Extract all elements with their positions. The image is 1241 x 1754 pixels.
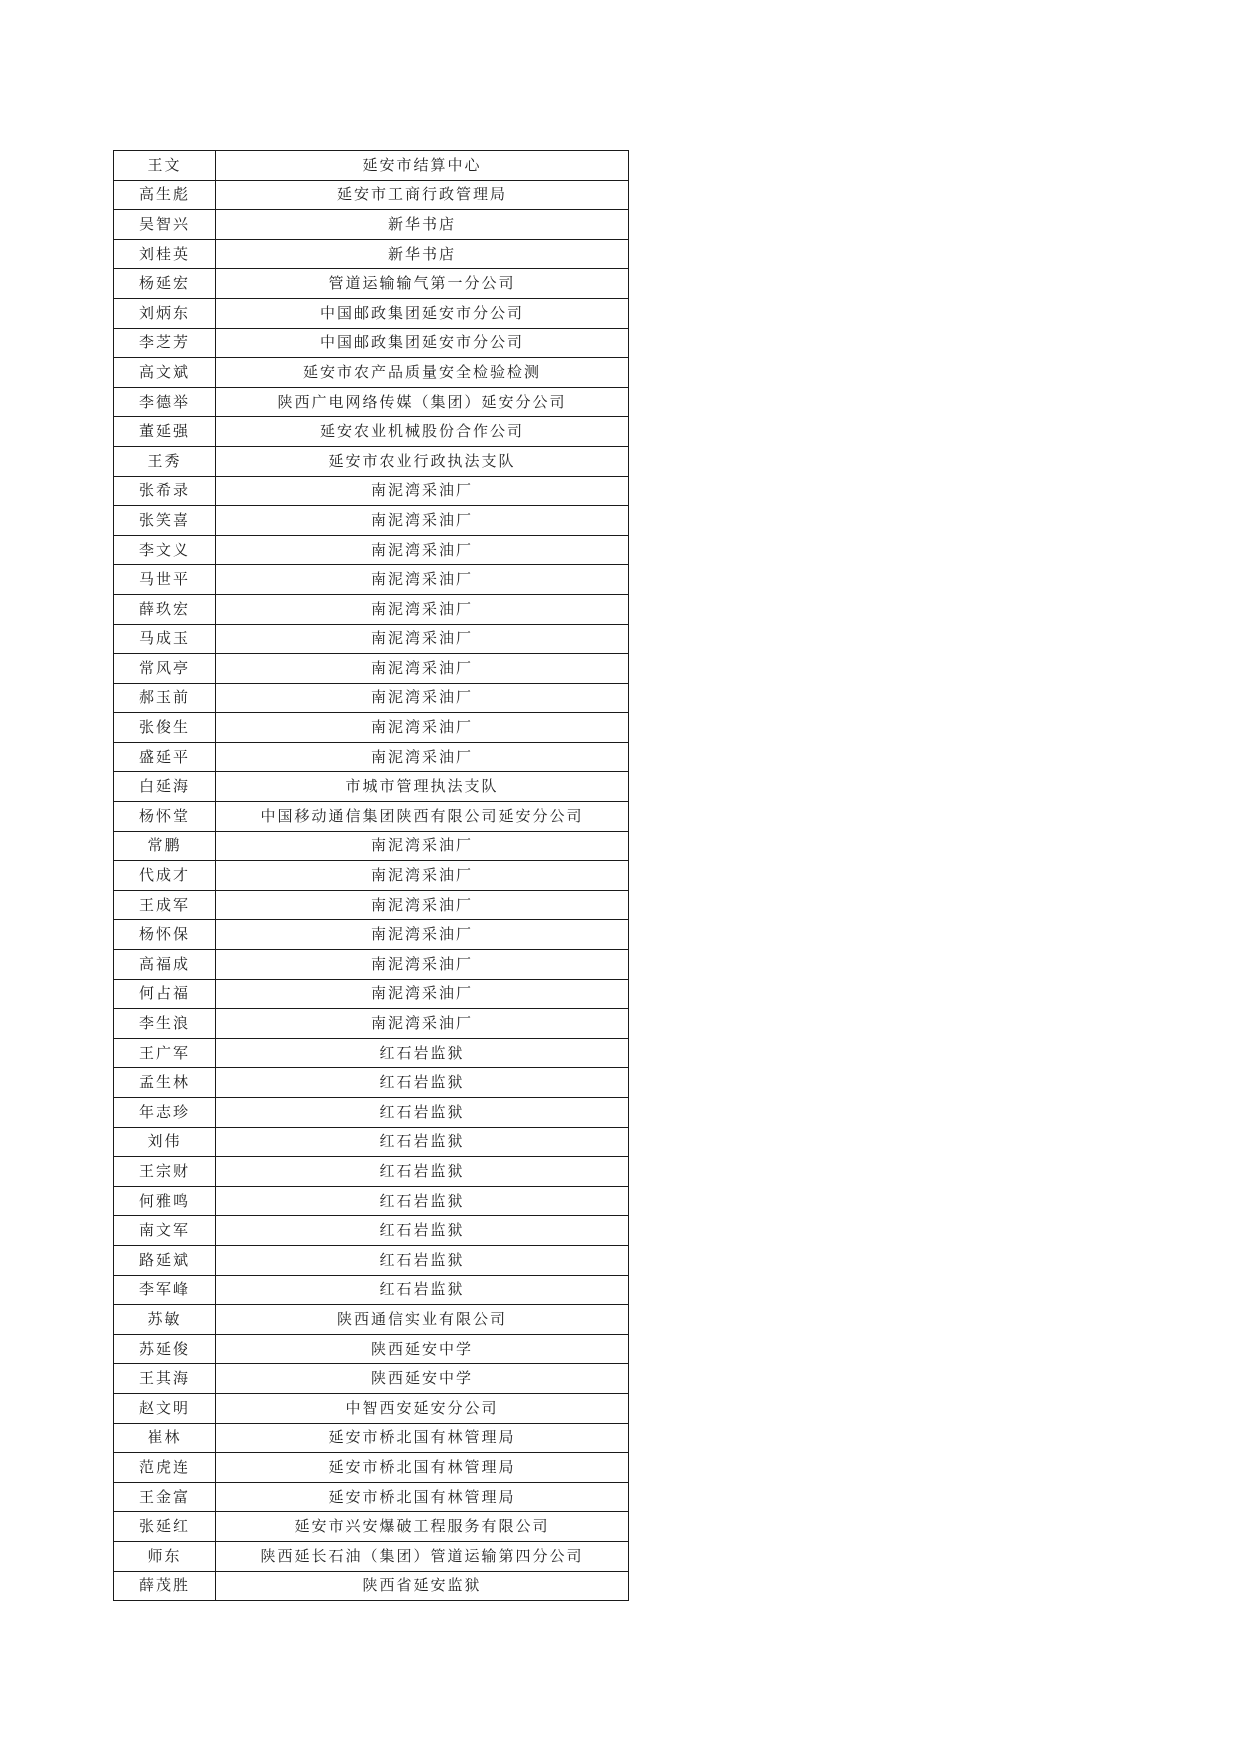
table-row <box>114 1364 629 1394</box>
name-cell: 王秀 <box>114 446 216 476</box>
unit-cell: 南泥湾采油厂 <box>216 831 629 861</box>
unit-cell: 南泥湾采油厂 <box>216 594 629 624</box>
name-cell: 苏延俊 <box>114 1334 216 1364</box>
unit-cell: 陕西延长石油（集团）管道运输第四分公司 <box>216 1541 629 1571</box>
name-cell: 何占福 <box>114 979 216 1009</box>
table-row <box>114 594 629 624</box>
unit-cell: 红石岩监狱 <box>216 1098 629 1128</box>
unit-cell: 延安市兴安爆破工程服务有限公司 <box>216 1512 629 1542</box>
table-row <box>114 624 629 654</box>
unit-cell: 中国邮政集团延安市分公司 <box>216 298 629 328</box>
table-row <box>114 1245 629 1275</box>
name-cell: 刘桂英 <box>114 239 216 269</box>
name-cell: 李芝芳 <box>114 328 216 358</box>
unit-cell: 南泥湾采油厂 <box>216 920 629 950</box>
unit-cell: 延安市农业行政执法支队 <box>216 446 629 476</box>
table-row <box>114 1157 629 1187</box>
unit-cell: 红石岩监狱 <box>216 1127 629 1157</box>
name-cell: 刘伟 <box>114 1127 216 1157</box>
unit-cell: 新华书店 <box>216 239 629 269</box>
name-cell: 杨怀堂 <box>114 802 216 832</box>
table-row <box>114 1275 629 1305</box>
unit-cell: 陕西延安中学 <box>216 1334 629 1364</box>
table-body <box>114 151 629 1601</box>
name-cell: 马成玉 <box>114 624 216 654</box>
unit-cell: 红石岩监狱 <box>216 1157 629 1187</box>
unit-cell: 南泥湾采油厂 <box>216 654 629 684</box>
unit-cell: 延安市工商行政管理局 <box>216 180 629 210</box>
unit-cell: 新华书店 <box>216 210 629 240</box>
unit-cell: 中国移动通信集团陕西有限公司延安分公司 <box>216 802 629 832</box>
unit-cell: 管道运输输气第一分公司 <box>216 269 629 299</box>
table-row <box>114 1541 629 1571</box>
unit-cell: 延安市桥北国有林管理局 <box>216 1423 629 1453</box>
unit-cell: 陕西延安中学 <box>216 1364 629 1394</box>
table-row <box>114 210 629 240</box>
table-row <box>114 950 629 980</box>
unit-cell: 南泥湾采油厂 <box>216 950 629 980</box>
table-row <box>114 1393 629 1423</box>
name-cell: 张俊生 <box>114 713 216 743</box>
name-cell: 高生彪 <box>114 180 216 210</box>
table-row <box>114 1305 629 1335</box>
unit-cell: 南泥湾采油厂 <box>216 979 629 1009</box>
table-row <box>114 1423 629 1453</box>
personnel-table <box>113 150 629 1601</box>
name-cell: 王广军 <box>114 1038 216 1068</box>
name-cell: 赵文明 <box>114 1393 216 1423</box>
unit-cell: 红石岩监狱 <box>216 1245 629 1275</box>
table-row <box>114 1512 629 1542</box>
table-row <box>114 742 629 772</box>
table-row <box>114 298 629 328</box>
table-row <box>114 151 629 181</box>
unit-cell: 南泥湾采油厂 <box>216 565 629 595</box>
unit-cell: 南泥湾采油厂 <box>216 1009 629 1039</box>
unit-cell: 红石岩监狱 <box>216 1068 629 1098</box>
unit-cell: 南泥湾采油厂 <box>216 861 629 891</box>
unit-cell: 延安市桥北国有林管理局 <box>216 1482 629 1512</box>
name-cell: 王金富 <box>114 1482 216 1512</box>
name-cell: 高文斌 <box>114 358 216 388</box>
name-cell: 苏敏 <box>114 1305 216 1335</box>
name-cell: 董延强 <box>114 417 216 447</box>
name-cell: 王其海 <box>114 1364 216 1394</box>
table-row <box>114 476 629 506</box>
table-row <box>114 831 629 861</box>
name-cell: 代成才 <box>114 861 216 891</box>
unit-cell: 陕西通信实业有限公司 <box>216 1305 629 1335</box>
table-row <box>114 565 629 595</box>
table-row <box>114 417 629 447</box>
table-row <box>114 358 629 388</box>
table-row <box>114 1571 629 1601</box>
unit-cell: 陕西省延安监狱 <box>216 1571 629 1601</box>
unit-cell: 红石岩监狱 <box>216 1038 629 1068</box>
name-cell: 王文 <box>114 151 216 181</box>
table-row <box>114 1186 629 1216</box>
table-row <box>114 1334 629 1364</box>
table-row <box>114 713 629 743</box>
name-cell: 范虎连 <box>114 1453 216 1483</box>
table-row <box>114 1216 629 1246</box>
name-cell: 王宗财 <box>114 1157 216 1187</box>
name-cell: 张笑喜 <box>114 506 216 536</box>
table-row <box>114 269 629 299</box>
unit-cell: 市城市管理执法支队 <box>216 772 629 802</box>
unit-cell: 南泥湾采油厂 <box>216 713 629 743</box>
name-cell: 崔林 <box>114 1423 216 1453</box>
unit-cell: 延安市农产品质量安全检验检测 <box>216 358 629 388</box>
unit-cell: 南泥湾采油厂 <box>216 624 629 654</box>
table-row <box>114 328 629 358</box>
name-cell: 高福成 <box>114 950 216 980</box>
name-cell: 盛延平 <box>114 742 216 772</box>
name-cell: 马世平 <box>114 565 216 595</box>
table-row <box>114 920 629 950</box>
table-row <box>114 654 629 684</box>
table-row <box>114 890 629 920</box>
table-row <box>114 979 629 1009</box>
table-row <box>114 1038 629 1068</box>
name-cell: 常鹏 <box>114 831 216 861</box>
table-row <box>114 802 629 832</box>
unit-cell: 中智西安延安分公司 <box>216 1393 629 1423</box>
name-cell: 何雅鸣 <box>114 1186 216 1216</box>
table-row <box>114 683 629 713</box>
name-cell: 张延红 <box>114 1512 216 1542</box>
table-row <box>114 861 629 891</box>
table-row <box>114 180 629 210</box>
unit-cell: 延安农业机械股份合作公司 <box>216 417 629 447</box>
unit-cell: 延安市结算中心 <box>216 151 629 181</box>
table-row <box>114 1068 629 1098</box>
table-row <box>114 1482 629 1512</box>
table-row <box>114 387 629 417</box>
table-row <box>114 1098 629 1128</box>
name-cell: 薛茂胜 <box>114 1571 216 1601</box>
unit-cell: 南泥湾采油厂 <box>216 683 629 713</box>
name-cell: 杨怀保 <box>114 920 216 950</box>
table-row <box>114 772 629 802</box>
name-cell: 孟生林 <box>114 1068 216 1098</box>
unit-cell: 延安市桥北国有林管理局 <box>216 1453 629 1483</box>
name-cell: 李德举 <box>114 387 216 417</box>
unit-cell: 南泥湾采油厂 <box>216 742 629 772</box>
name-cell: 郝玉前 <box>114 683 216 713</box>
table-row <box>114 446 629 476</box>
unit-cell: 红石岩监狱 <box>216 1275 629 1305</box>
table-row <box>114 1453 629 1483</box>
name-cell: 王成军 <box>114 890 216 920</box>
name-cell: 李生浪 <box>114 1009 216 1039</box>
unit-cell: 红石岩监狱 <box>216 1216 629 1246</box>
name-cell: 张希录 <box>114 476 216 506</box>
name-cell: 薛玖宏 <box>114 594 216 624</box>
table-row <box>114 506 629 536</box>
name-cell: 路延斌 <box>114 1245 216 1275</box>
name-cell: 吴智兴 <box>114 210 216 240</box>
unit-cell: 南泥湾采油厂 <box>216 535 629 565</box>
name-cell: 常风亭 <box>114 654 216 684</box>
name-cell: 南文军 <box>114 1216 216 1246</box>
unit-cell: 南泥湾采油厂 <box>216 890 629 920</box>
table-row <box>114 1009 629 1039</box>
name-cell: 李军峰 <box>114 1275 216 1305</box>
unit-cell: 南泥湾采油厂 <box>216 506 629 536</box>
unit-cell: 陕西广电网络传媒（集团）延安分公司 <box>216 387 629 417</box>
table-row <box>114 535 629 565</box>
name-cell: 杨延宏 <box>114 269 216 299</box>
name-cell: 白延海 <box>114 772 216 802</box>
name-cell: 刘炳东 <box>114 298 216 328</box>
name-cell: 年志珍 <box>114 1098 216 1128</box>
table-row <box>114 239 629 269</box>
unit-cell: 中国邮政集团延安市分公司 <box>216 328 629 358</box>
unit-cell: 红石岩监狱 <box>216 1186 629 1216</box>
name-cell: 李文义 <box>114 535 216 565</box>
unit-cell: 南泥湾采油厂 <box>216 476 629 506</box>
table-row <box>114 1127 629 1157</box>
name-cell: 师东 <box>114 1541 216 1571</box>
